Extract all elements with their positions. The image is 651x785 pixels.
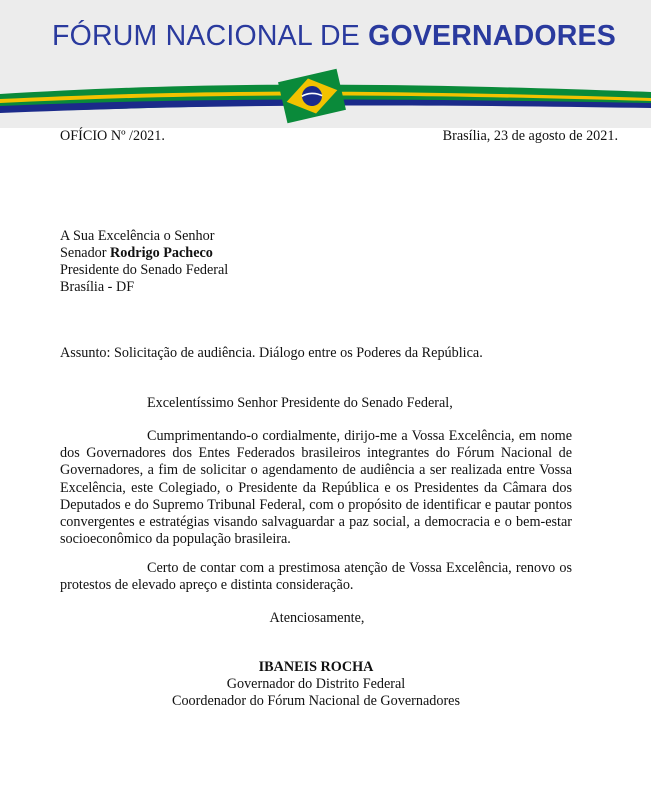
document-date: Brasília, 23 de agosto de 2021.: [442, 128, 618, 144]
recipient-name: Rodrigo Pacheco: [110, 245, 213, 261]
signature-role-2: Coordenador do Fórum Nacional de Governadores: [171, 693, 460, 709]
document-reference: OFÍCIO Nº /2021.: [60, 128, 165, 144]
signature-role-1: Governador do Distrito Federal: [226, 676, 406, 692]
title-bold: GOVERNADORES: [368, 20, 616, 52]
recipient-line-2: [60, 245, 213, 262]
signature-name: [60, 659, 572, 676]
recipient-line-4: Brasília - DF: [60, 279, 135, 295]
body-paragraph-2: Certo de contar com a prestimosa atenção de Vossa Excelência, renovo os protestos de elevado apreço e distinta consideração.: [60, 560, 572, 594]
closing: Atenciosamente,: [269, 610, 365, 626]
recipient-line-1: A Sua Excelência o Senhor: [60, 228, 215, 244]
recipient-title: Senador: [60, 245, 111, 261]
body-paragraph-1: Cumprimentando-o cordialmente, dirijo-me a Vossa Excelência, em nome dos Governadores dos Entes Federados brasileiros integrantes do Fórum Nacional de Governadores, a fim de solicitar o agendamento de audiência a ser realizada entre Vossa Excelência, este Colegiado, o Presidente da República e os Presidentes da Câmara dos Deputados e do Supremo Tribunal Federal, com o propósito de identificar e pautar pontos convergentes e estratégias visando salvaguardar a paz social, a democracia e o bem-estar socioeconômico da população brasileira.: [60, 428, 572, 548]
recipient-line-3: Presidente do Senado Federal: [60, 262, 229, 278]
subject-line: Assunto: Solicitação de audiência. Diálogo entre os Poderes da República.: [60, 345, 483, 361]
signature-name-text: IBANEIS ROCHA: [258, 659, 374, 675]
title-light: FÓRUM NACIONAL DE: [52, 20, 369, 52]
salutation: Excelentíssimo Senhor Presidente do Senado Federal,: [147, 395, 453, 411]
